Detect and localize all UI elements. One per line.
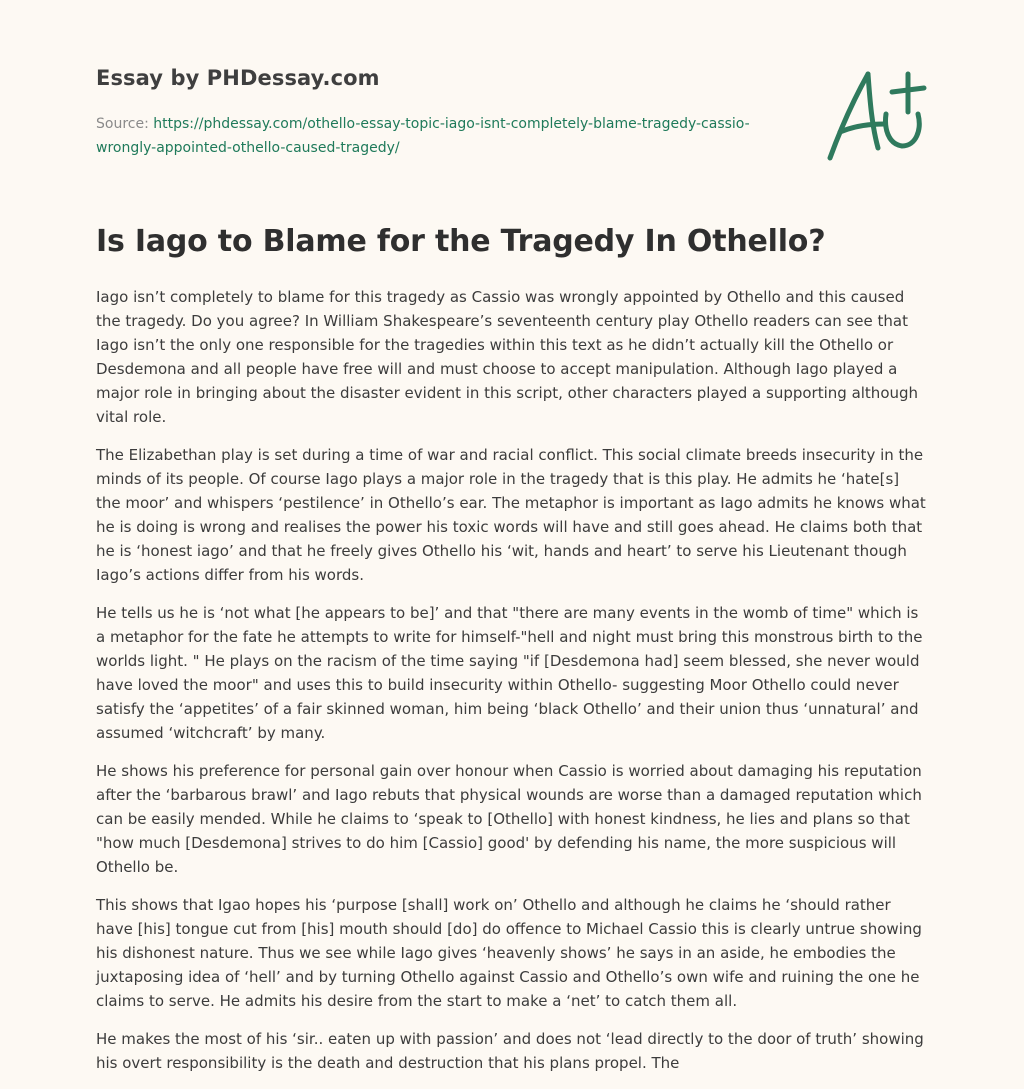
site-title: Essay by PHDessay.com: [96, 66, 380, 90]
essay-body: [96, 285, 926, 1089]
source-line: [96, 112, 796, 160]
essay-paragraph: He makes the most of his ‘sir.. eaten up with passion’ and does not ‘lead directly to the door of truth’ showing his overt responsibility is the death and destruction that his plans propel. The: [96, 1030, 924, 1072]
essay-paragraph: He tells us he is ‘not what [he appears to be]’ and that "there are many events in the womb of time" which is a metaphor for the fate he attempts to write for himself-"hell and night must bring this monstrous birth to the worlds light. " He plays on the racism of the time saying "if [Desdemona had] seem blessed, she never would have loved the moor" and uses this to build insecurity within Othello- suggesting Moor Othello could never satisfy the ‘appetites’ of a fair skinned woman, him being ‘black Othello’ and their union thus ‘unnatural’ and assumed ‘witchcraft’ by many.: [96, 604, 923, 742]
essay-paragraph: This shows that Igao hopes his ‘purpose [shall] work on’ Othello and although he claims he ‘should rather have [his] tongue cut from [his] mouth should [do] do offence to Michael Cassio this is clearly untrue showing his dishonest nature. Thus we see while Iago gives ‘heavenly shows’ he says in an aside, he embodies the juxtaposing idea of ‘hell’ and by turning Othello against Cassio and Othello’s own wife and ruining the one he claims to serve. He admits his desire from the start to make a ‘net’ to catch them all.: [96, 896, 922, 1010]
essay-paragraph: He shows his preference for personal gain over honour when Cassio is worried about damaging his reputation after the ‘barbarous brawl’ and Iago rebuts that physical wounds are worse than a damaged reputation which can be easily mended. While he claims to ‘speak to [Othello] with honest kindness, he lies and plans so that "how much [Desdemona] strives to do him [Cassio] good' by defending his name, the more suspicious will Othello be.: [96, 762, 922, 876]
source-label: Source:: [96, 116, 154, 132]
source-link[interactable]: https://phdessay.com/othello-essay-topic-iago-isnt-completely-blame-tragedy-cassio-wrongly-appointed-othello-caused-tragedy/: [96, 116, 750, 156]
essay-paragraph: Iago isn’t completely to blame for this tragedy as Cassio was wrongly appointed by Othello and this caused the tragedy. Do you agree? In William Shakespeare’s seventeenth century play Othello readers can see that Iago isn’t the only one responsible for the tragedies within this text as he didn’t actually kill the Othello or Desdemona and all people have free will and must choose to accept manipulation. Although Iago played a major role in bringing about the disaster evident in this script, other characters played a supporting although vital role.: [96, 288, 919, 426]
a-plus-logo-icon: [824, 66, 928, 166]
essay-paragraph: The Elizabethan play is set during a time of war and racial conflict. This social climate breeds insecurity in the minds of its people. Of course Iago plays a major role in the tragedy that is this play. He admits he ‘hate[s] the moor’ and whispers ‘pestilence’ in Othello’s ear. The metaphor is important as Iago admits he knows what he is doing is wrong and realises the power his toxic words will have and still goes ahead. He claims both that he is ‘honest iago’ and that he freely gives Othello his ‘wit, hands and heart’ to serve his Lieutenant though Iago’s actions differ from his words.: [96, 446, 926, 584]
essay-title: Is Iago to Blame for the Tragedy In Othello?: [96, 224, 826, 259]
